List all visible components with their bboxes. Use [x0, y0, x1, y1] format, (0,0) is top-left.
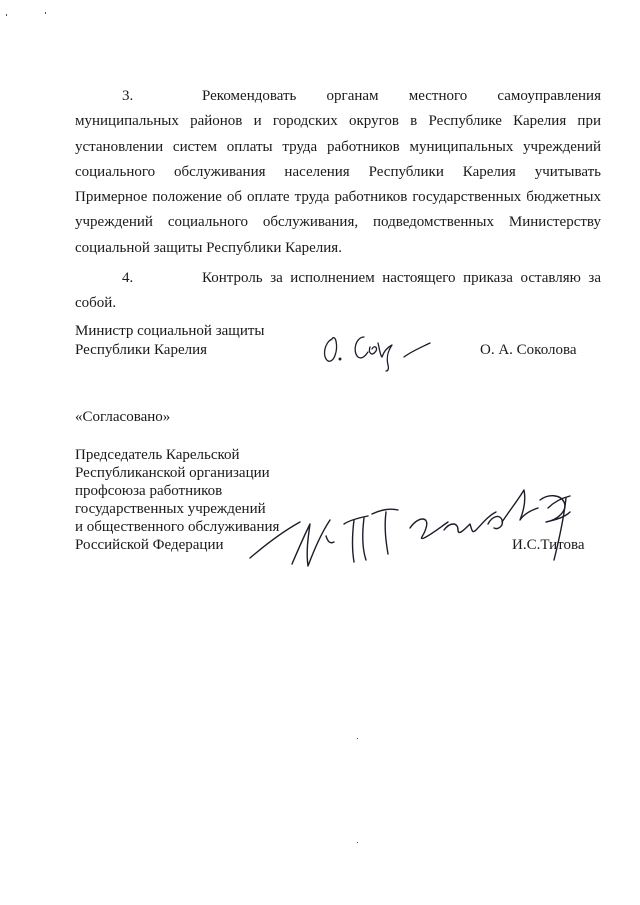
agreement-line: Республиканской организации: [75, 465, 270, 481]
agreement-name: И.С.Титова: [512, 537, 585, 553]
scan-speck: [45, 12, 46, 14]
agreement-line: государственных учреждений: [75, 501, 266, 517]
minister-signature: [318, 325, 448, 375]
agreement-line: Председатель Карельской: [75, 447, 240, 463]
minister-title-line-1: Министр социальной защиты: [75, 323, 265, 339]
scan-speck: [357, 738, 358, 739]
paragraph-text: Контроль за исполнением настоящего приказа оставляю за собой.: [75, 270, 601, 312]
scan-speck: [357, 842, 358, 843]
paragraph-4: [75, 266, 601, 317]
paragraph-text: Рекомендовать органам местного самоуправления муниципальных районов и городских округов в Республике Карелия при установлении систем оплаты труда работников муниципальных учреждений социального обслуживания населения Республики Карелия учитывать Примерное положение об оплате труда работников государственных бюджетных учреждений социального обслуживания, подведомственных Министерству социальной защиты Республики Карелия.: [75, 88, 601, 256]
paragraph-number: 3.: [122, 88, 134, 104]
scan-speck: [6, 14, 7, 16]
agreement-line: профсоюза работников: [75, 483, 223, 499]
minister-title-line-2: Республики Карелия: [75, 342, 208, 358]
agreement-line: Российской Федерации: [75, 537, 224, 553]
paragraph-3: [75, 84, 601, 261]
agreement-line: и общественного обслуживания: [75, 519, 280, 535]
paragraph-number: 4.: [122, 270, 134, 286]
titova-signature: [248, 480, 588, 575]
agreement-heading: «Согласовано»: [75, 409, 171, 425]
minister-name: О. А. Соколова: [480, 342, 577, 358]
